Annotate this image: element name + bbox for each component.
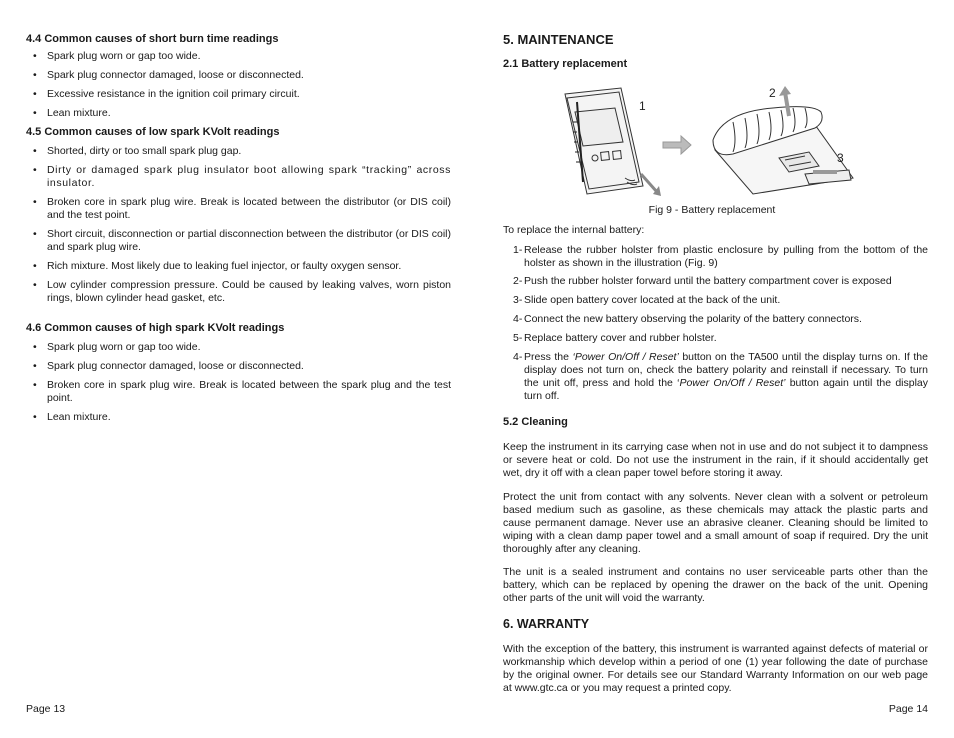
section-4-5-list [26, 145, 451, 305]
list-item: • Lean mixture. [26, 107, 451, 120]
list-item: • Low cylinder compression pressure. Could be caused by leaking valves, worn piston rings, blown cylinder head gasket, etc. [26, 279, 451, 305]
step-text-a: Press the [524, 351, 573, 363]
section-4-6-list [26, 341, 451, 424]
step-item [503, 313, 928, 326]
right-page [503, 0, 928, 738]
list-item: • Spark plug connector damaged, loose or disconnected. [26, 69, 451, 82]
list-item: • Spark plug connector damaged, loose or disconnected. [26, 360, 451, 373]
battery-replacement-illustration [553, 82, 873, 202]
callout-3: 3 [837, 151, 844, 165]
figure-caption: Fig 9 - Battery replacement [648, 204, 776, 216]
step-text: Push the rubber holster forward until the battery compartment cover is exposed [524, 275, 892, 287]
list-item: • Broken core in spark plug wire. Break is located between the distributor (or DIS coil) and the test point. [26, 196, 451, 222]
step-item [503, 275, 928, 288]
list-item: • Rich mixture. Most likely due to leaking fuel injector, or faulty oxygen sensor. [26, 260, 451, 273]
list-item: • Short circuit, disconnection or partial disconnection between the distributor (or DIS coil) and spark plug wire. [26, 228, 451, 254]
warranty-paragraph: With the exception of the battery, this instrument is warranted against defects of material or workmanship which develop within a period of one (1) year following the date of purchase by the original owner. For details see our Standard Warranty Information on our web page at www.gtc.ca or you may request a printed copy. [503, 643, 928, 694]
section-4-6 [26, 321, 451, 424]
step-item [503, 351, 928, 403]
page-number: Page 13 [26, 703, 66, 715]
battery-steps [503, 244, 928, 403]
left-page [26, 0, 451, 738]
instrument-device [565, 88, 643, 194]
list-item: • Excessive resistance in the ignition coil primary circuit. [26, 88, 451, 101]
page-number: Page 14 [888, 703, 928, 715]
section-4-4 [26, 32, 451, 120]
callout-1: 1 [639, 99, 646, 113]
step-text-d: Power On/Off / Reset’ [679, 377, 786, 389]
step-item [503, 244, 928, 270]
step-number: 3- [513, 294, 523, 306]
list-item: • Shorted, dirty or too small spark plug gap. [26, 145, 451, 158]
step-text: Release the rubber holster from plastic enclosure by pulling from the bottom of the holster as shown in the illustration (Fig. 9) [524, 244, 928, 269]
step-text-c: button on the TA500 until the display turns on. If the display does not turn on, check the battery polarity and reinstall if necessary. To turn the unit off, press and hold the ‘ [524, 351, 928, 389]
cleaning-paragraph-3: The unit is a sealed instrument and contains no user serviceable parts other than the battery, which can be replaced by opening the drawer on the back of the unit. Opening other parts of the unit will void the warranty. [503, 566, 928, 604]
battery-heading: 2.1 Battery replacement [503, 58, 628, 70]
list-item: • Dirty or damaged spark plug insulator boot allowing spark “tracking” across insulator. [26, 164, 451, 190]
step-text-e: button again until the display turn off. [524, 377, 929, 402]
maintenance-heading: 5. MAINTENANCE [503, 32, 614, 47]
step-text: Replace battery cover and rubber holster. [524, 332, 717, 344]
section-4-6-heading: 4.6 Common causes of high spark KVolt readings [26, 322, 285, 334]
step-number: 5- [513, 332, 523, 344]
step-item [503, 332, 928, 345]
list-item: • Spark plug worn or gap too wide. [26, 341, 451, 354]
cleaning-heading: 5.2 Cleaning [503, 416, 568, 428]
step-item [503, 294, 928, 307]
list-item: • Lean mixture. [26, 411, 451, 424]
section-4-4-heading: 4.4 Common causes of short burn time readings [26, 33, 279, 45]
step-number: 4- [513, 313, 523, 325]
cleaning-paragraph-2: Protect the unit from contact with any solvents. Never clean with a solvent or petroleum based medium such as gasoline, as these chemicals may attack the plastic parts and cause permanent damage. Never use an abrasive cleaner. Cleaning should be limited to wiping with a clean damp paper towel and a small amount of soap if required. Dry the unit thoroughly after any cleaning. [503, 491, 928, 555]
intro-text: To replace the internal battery: [503, 224, 645, 236]
section-4-5-heading: 4.5 Common causes of low spark KVolt readings [26, 126, 280, 138]
list-item: • Broken core in spark plug wire. Break is located between the spark plug and the test point. [26, 379, 451, 405]
step-text-b: ‘Power On/Off / Reset’ [572, 351, 679, 363]
list-item: • Spark plug worn or gap too wide. [26, 50, 451, 63]
step-number: 2- [513, 275, 523, 287]
section-4-5 [26, 125, 451, 305]
battery-figure [553, 82, 873, 202]
step-number: 4- [513, 351, 523, 363]
warranty-heading: 6. WARRANTY [503, 617, 590, 631]
holster-device [713, 107, 853, 194]
callout-2: 2 [769, 86, 776, 100]
step-number: 1- [513, 244, 523, 256]
cleaning-paragraph-1: Keep the instrument in its carrying case when not in use and do not subject it to dampness or severe heat or cold. Do not use the instrument in the rain, if it should accidentally get wet, dry it off with a clean paper towel before storing it away. [503, 441, 928, 479]
step-text: Slide open battery cover located at the back of the unit. [524, 294, 781, 306]
step-text: Connect the new battery observing the polarity of the battery connectors. [524, 313, 862, 325]
section-4-4-list [26, 50, 451, 120]
